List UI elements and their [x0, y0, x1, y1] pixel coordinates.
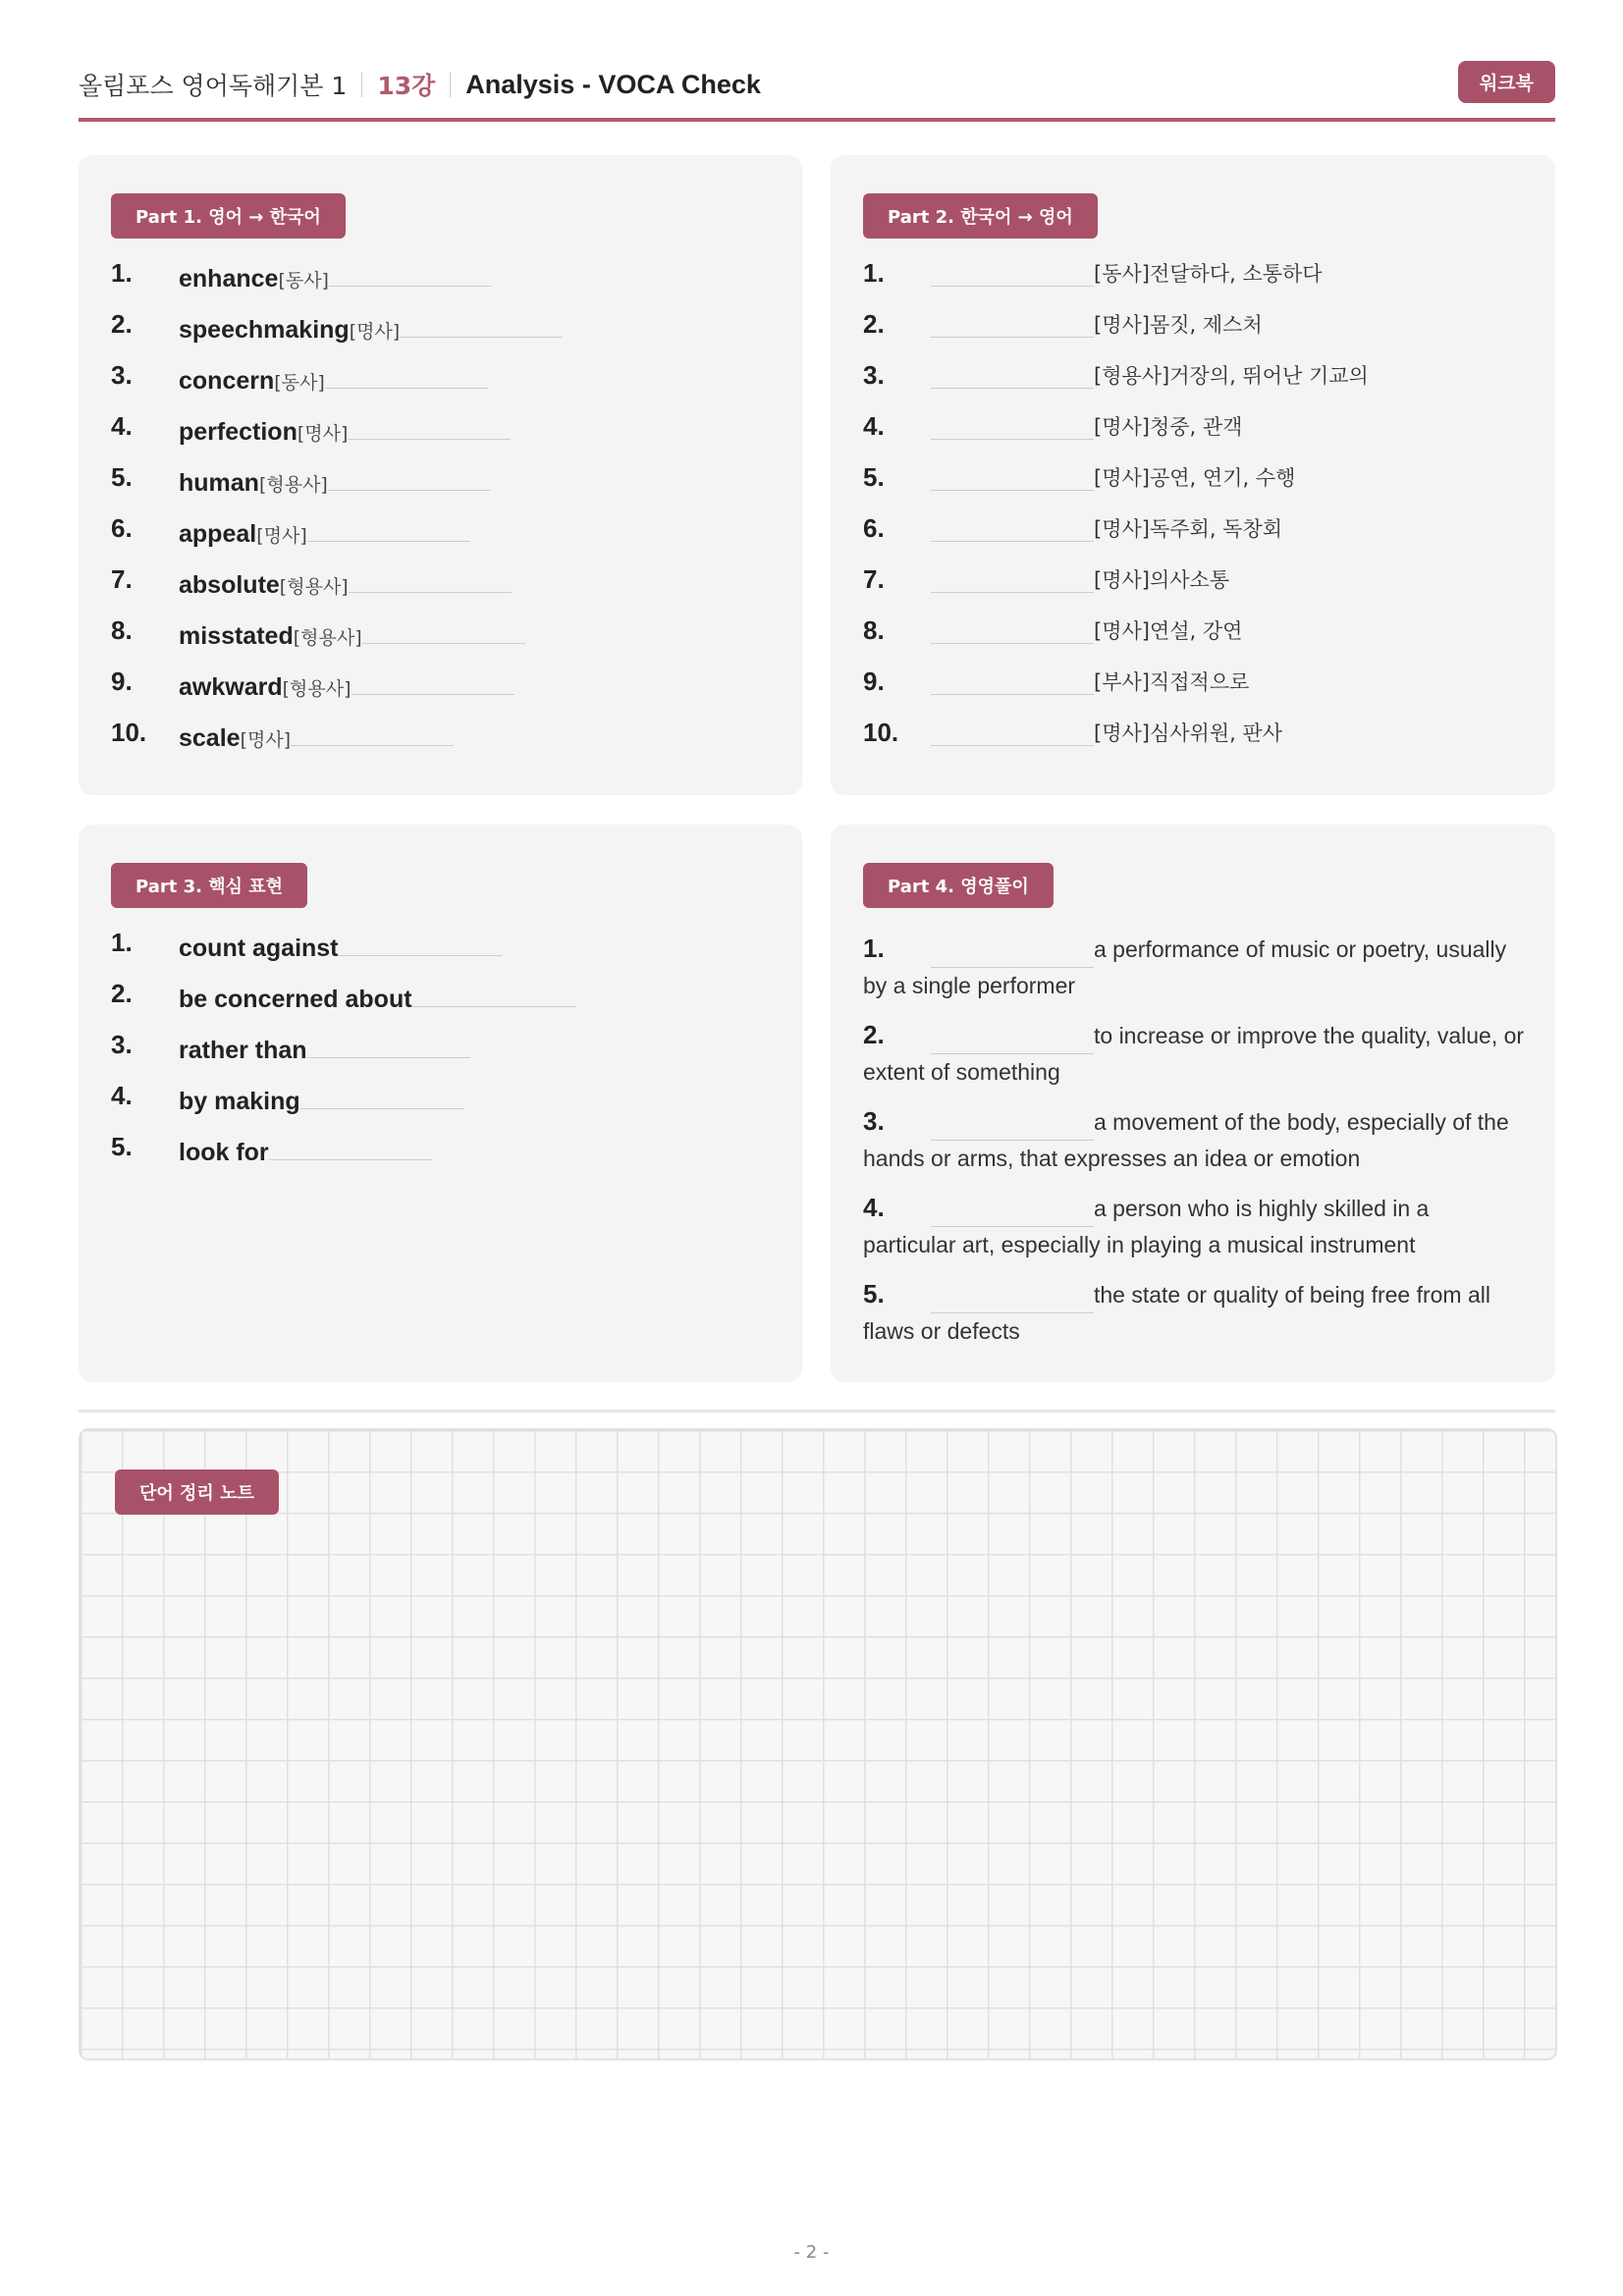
list-item	[863, 462, 1526, 513]
item-number: 2.	[863, 309, 885, 339]
list-item	[111, 513, 773, 564]
item-number: 5.	[111, 462, 133, 492]
separator	[450, 72, 451, 97]
item-number: 9.	[111, 667, 133, 696]
key-phrase: rather than	[179, 1037, 307, 1064]
part-of-speech: [명사]	[297, 423, 349, 445]
list-item	[111, 667, 773, 718]
list-item	[863, 564, 1526, 615]
workbook-badge: 워크북	[1458, 61, 1555, 103]
answer-blank[interactable]	[931, 667, 1094, 695]
answer-blank[interactable]	[931, 1106, 1094, 1141]
korean-meaning: [부사]직접적으로	[1094, 670, 1250, 694]
book-title: 올림포스 영어독해기본 1	[79, 72, 348, 100]
korean-meaning: [명사]몸짓, 제스처	[1094, 313, 1263, 337]
answer-blank[interactable]	[931, 1193, 1094, 1227]
item-number: 10.	[111, 718, 147, 747]
key-phrase: count against	[179, 934, 339, 962]
answer-blank[interactable]	[352, 667, 514, 695]
english-definition: a movement of the body, especially of the hands or arms, that expresses an idea or emotion	[863, 1109, 1509, 1171]
korean-meaning: [명사]연설, 강연	[1094, 619, 1243, 643]
answer-blank[interactable]	[362, 615, 525, 644]
list-item	[863, 1190, 1526, 1263]
part-of-speech: [명사]	[256, 525, 307, 547]
phrase-entry	[179, 1132, 432, 1167]
english-definition: a person who is highly skilled in a particular art, especially in playing a musical instrument	[863, 1196, 1430, 1257]
part2-panel	[831, 155, 1555, 795]
answer-blank[interactable]	[931, 462, 1094, 491]
part3-list	[111, 928, 773, 1183]
item-number: 7.	[863, 564, 885, 594]
english-word: human	[179, 469, 259, 497]
list-item	[863, 360, 1526, 411]
part2-list	[863, 258, 1526, 769]
word-entry	[179, 513, 470, 549]
english-word: concern	[179, 367, 275, 395]
part-of-speech: [명사]	[240, 729, 292, 751]
answer-blank[interactable]	[931, 513, 1094, 542]
part4-list	[863, 931, 1526, 1362]
item-number: 2.	[863, 1020, 885, 1049]
korean-meaning: [명사]청중, 관객	[1094, 415, 1243, 439]
list-item	[111, 258, 773, 309]
part1-panel	[79, 155, 802, 795]
item-number: 8.	[111, 615, 133, 645]
english-word: awkward	[179, 673, 283, 701]
word-entry	[179, 462, 491, 498]
item-number: 2.	[111, 979, 133, 1008]
part-of-speech: [동사]	[278, 270, 329, 292]
korean-meaning: [명사]의사소통	[1094, 568, 1230, 592]
list-item	[111, 1030, 773, 1081]
list-item	[111, 309, 773, 360]
answer-blank[interactable]	[269, 1132, 432, 1160]
english-word: absolute	[179, 571, 280, 599]
answer-blank[interactable]	[300, 1081, 463, 1109]
item-number: 1.	[863, 934, 885, 963]
phrase-entry	[179, 979, 575, 1014]
list-item	[863, 931, 1526, 1004]
answer-blank[interactable]	[307, 513, 470, 542]
answer-blank[interactable]	[931, 934, 1094, 968]
english-definition: the state or quality of being free from all flaws or defects	[863, 1282, 1490, 1344]
notes-tag: 단어 정리 노트	[115, 1469, 279, 1515]
part3-tag: Part 3. 핵심 표현	[111, 863, 307, 908]
list-item	[863, 513, 1526, 564]
answer-blank[interactable]	[931, 564, 1094, 593]
item-number: 1.	[111, 928, 133, 957]
item-number: 8.	[863, 615, 885, 645]
part1-tag: Part 1. 영어 → 한국어	[111, 193, 346, 239]
list-item	[111, 462, 773, 513]
answer-blank[interactable]	[329, 258, 492, 287]
answer-blank[interactable]	[328, 462, 491, 491]
part-of-speech: [동사]	[274, 372, 325, 394]
list-item	[111, 411, 773, 462]
english-definition: to increase or improve the quality, value, or extent of something	[863, 1023, 1525, 1085]
word-entry	[179, 360, 488, 396]
item-number: 4.	[863, 1193, 885, 1222]
part1-list	[111, 258, 773, 769]
english-word: scale	[179, 724, 241, 752]
answer-blank[interactable]	[307, 1030, 470, 1058]
word-entry	[179, 718, 454, 753]
answer-blank[interactable]	[931, 360, 1094, 389]
page-number: - 2 -	[793, 2242, 830, 2263]
phrase-entry	[179, 1030, 470, 1065]
list-item	[111, 928, 773, 979]
korean-meaning: [명사]독주회, 독창회	[1094, 517, 1283, 541]
answer-blank[interactable]	[400, 309, 563, 338]
key-phrase: be concerned about	[179, 986, 412, 1013]
part-of-speech: [형용사]	[279, 576, 349, 598]
list-item	[863, 718, 1526, 769]
answer-blank[interactable]	[931, 718, 1094, 746]
part-of-speech: [형용사]	[258, 474, 328, 496]
english-word: perfection	[179, 418, 298, 446]
phrase-entry	[179, 1081, 463, 1116]
answer-blank[interactable]	[412, 979, 575, 1007]
answer-blank[interactable]	[349, 564, 512, 593]
item-number: 5.	[111, 1132, 133, 1161]
part4-tag: Part 4. 영영풀이	[863, 863, 1054, 908]
part3-panel	[79, 825, 802, 1382]
answer-blank[interactable]	[325, 360, 488, 389]
item-number: 1.	[863, 258, 885, 288]
answer-blank[interactable]	[931, 615, 1094, 644]
item-number: 1.	[111, 258, 133, 288]
separator	[361, 72, 362, 97]
key-phrase: look for	[179, 1139, 269, 1166]
part2-tag: Part 2. 한국어 → 영어	[863, 193, 1098, 239]
list-item	[863, 411, 1526, 462]
list-item	[863, 615, 1526, 667]
answer-blank[interactable]	[931, 1279, 1094, 1313]
item-number: 3.	[111, 1030, 133, 1059]
page-header	[79, 61, 1555, 122]
list-item	[863, 667, 1526, 718]
english-word: appeal	[179, 520, 257, 548]
list-item	[111, 718, 773, 769]
key-phrase: by making	[179, 1088, 300, 1115]
item-number: 3.	[111, 360, 133, 390]
phrase-entry	[179, 928, 502, 963]
list-item	[111, 360, 773, 411]
list-item	[111, 1132, 773, 1183]
vocab-notes-grid[interactable]	[79, 1428, 1557, 2060]
lesson-number: 13강	[377, 72, 436, 100]
breadcrumb	[79, 67, 761, 102]
answer-blank[interactable]	[931, 411, 1094, 440]
item-number: 4.	[111, 411, 133, 441]
english-word: enhance	[179, 265, 279, 293]
part-of-speech: [형용사]	[282, 678, 352, 700]
part-of-speech: [명사]	[349, 321, 401, 343]
list-item	[111, 979, 773, 1030]
english-word: speechmaking	[179, 316, 350, 344]
word-entry	[179, 564, 512, 600]
korean-meaning: [명사]심사위원, 판사	[1094, 721, 1283, 745]
answer-blank[interactable]	[348, 411, 511, 440]
list-item	[111, 1081, 773, 1132]
answer-blank[interactable]	[931, 258, 1094, 287]
word-entry	[179, 309, 563, 345]
part-of-speech: [형용사]	[293, 627, 362, 649]
answer-blank[interactable]	[931, 309, 1094, 338]
list-item	[863, 1017, 1526, 1091]
item-number: 7.	[111, 564, 133, 594]
word-entry	[179, 411, 511, 447]
english-word: misstated	[179, 622, 294, 650]
word-entry	[179, 667, 514, 702]
korean-meaning: [명사]공연, 연기, 수행	[1094, 466, 1296, 490]
part4-panel	[831, 825, 1555, 1382]
item-number: 5.	[863, 462, 885, 492]
word-entry	[179, 615, 525, 651]
item-number: 4.	[863, 411, 885, 441]
item-number: 10.	[863, 718, 899, 747]
item-number: 6.	[111, 513, 133, 543]
list-item	[111, 615, 773, 667]
item-number: 3.	[863, 360, 885, 390]
korean-meaning: [동사]전달하다, 소통하다	[1094, 262, 1323, 286]
list-item	[863, 258, 1526, 309]
list-item	[111, 564, 773, 615]
answer-blank[interactable]	[291, 718, 454, 746]
item-number: 4.	[111, 1081, 133, 1110]
list-item	[863, 1276, 1526, 1350]
item-number: 3.	[863, 1106, 885, 1136]
item-number: 9.	[863, 667, 885, 696]
answer-blank[interactable]	[931, 1020, 1094, 1054]
item-number: 2.	[111, 309, 133, 339]
answer-blank[interactable]	[339, 928, 502, 956]
item-number: 6.	[863, 513, 885, 543]
list-item	[863, 309, 1526, 360]
word-entry	[179, 258, 492, 294]
page-title: Analysis - VOCA Check	[465, 69, 761, 99]
list-item	[863, 1103, 1526, 1177]
english-definition: a performance of music or poetry, usually by a single performer	[863, 936, 1507, 998]
section-divider	[79, 1410, 1555, 1413]
korean-meaning: [형용사]거장의, 뛰어난 기교의	[1094, 364, 1369, 388]
item-number: 5.	[863, 1279, 885, 1308]
